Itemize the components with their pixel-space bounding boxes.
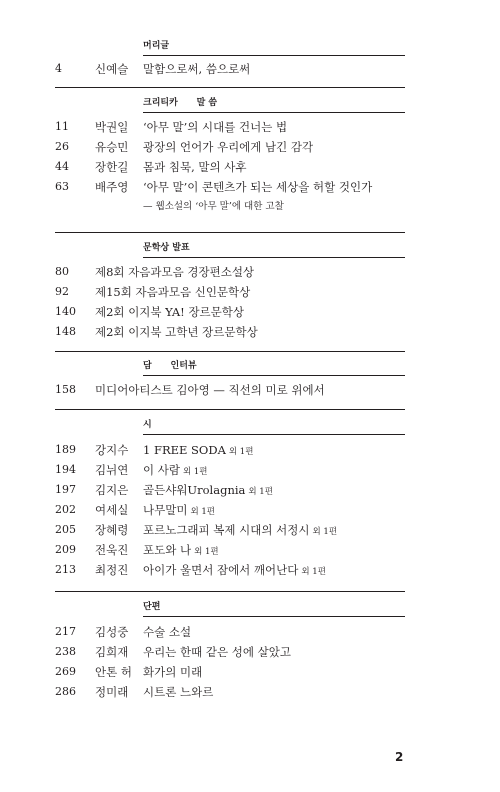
entry-page: 26: [55, 140, 69, 153]
entry-title: ‘아무 말’이 콘텐츠가 되는 세상을 허할 것인가: [143, 180, 373, 194]
entry-title: 제8회 자음과모음 경장편소설상: [95, 265, 255, 279]
entry-page: 140: [55, 305, 76, 318]
entry-title: 시트론 느와르: [143, 685, 214, 699]
entry-author: 김성중: [95, 625, 129, 639]
toc-entry[interactable]: [0, 622, 500, 642]
entry-author: 신예슬: [95, 62, 129, 76]
entry-author: 전욱진: [95, 543, 129, 557]
entry-page: 80: [55, 265, 69, 278]
entry-author: 안톤 허: [95, 665, 132, 679]
section-divider: [55, 351, 405, 352]
entry-page: 286: [55, 685, 76, 698]
toc-entry[interactable]: [0, 662, 500, 682]
section-heading-preface: 머리글: [143, 41, 405, 56]
entry-page: 269: [55, 665, 76, 678]
section-heading-short-fiction: 단편: [143, 602, 405, 617]
toc-entry[interactable]: [0, 59, 500, 79]
entry-page: 197: [55, 483, 76, 496]
entry-title: 제2회 이지북 고학년 장르문학상: [95, 325, 258, 339]
entry-author: 배주영: [95, 180, 129, 194]
entry-title: 아이가 울면서 잠에서 깨어난다: [143, 563, 299, 577]
toc-entry[interactable]: [0, 642, 500, 662]
section-divider: [55, 232, 405, 233]
entry-page: 238: [55, 645, 76, 658]
entry-author: 유승민: [95, 140, 129, 154]
entry-page: 148: [55, 325, 76, 338]
entry-author: 장혜령: [95, 523, 129, 537]
entry-title: 제15회 자음과모음 신인문학상: [95, 285, 251, 299]
entry-page: 44: [55, 160, 69, 173]
entry-note: 외 1편: [248, 487, 273, 497]
entry-title: 골든샤워Urolagnia: [143, 483, 246, 497]
toc-entry[interactable]: [0, 177, 500, 197]
section-divider: [55, 87, 405, 88]
entry-page: 213: [55, 563, 76, 576]
entry-author: 여세실: [95, 503, 129, 517]
section-heading-interview: 담 인터뷰: [143, 361, 405, 376]
toc-entry[interactable]: [0, 262, 500, 282]
entry-title: 수술 소설: [143, 625, 192, 639]
toc-entry[interactable]: [0, 157, 500, 177]
entry-page: 189: [55, 443, 76, 456]
toc-entry[interactable]: [0, 440, 500, 460]
entry-page: 202: [55, 503, 76, 516]
entry-page: 194: [55, 463, 76, 476]
entry-author: 장한길: [95, 160, 129, 174]
section-heading-literary-awards: 문학상 발표: [143, 243, 405, 258]
section-heading-critica: 크리티카 말 씀: [143, 98, 405, 113]
toc-entry[interactable]: [0, 322, 500, 342]
toc-entry[interactable]: [0, 560, 500, 580]
toc-entry[interactable]: [0, 540, 500, 560]
toc-entry[interactable]: [0, 137, 500, 157]
entry-author: 김희재: [95, 645, 129, 659]
entry-title: 화가의 미래: [143, 665, 203, 679]
entry-subtitle: — 웹소설의 ‘아무 말’에 대한 고찰: [143, 201, 284, 212]
entry-title: 이 사람: [143, 463, 180, 477]
entry-author: 박권일: [95, 120, 129, 134]
entry-page: 217: [55, 625, 76, 638]
entry-title: 우리는 한때 같은 성에 살았고: [143, 645, 291, 659]
entry-author: 김지은: [95, 483, 129, 497]
entry-note: 외 1편: [182, 467, 208, 477]
entry-note: 외 1편: [190, 507, 215, 517]
entry-note: 외 1편: [301, 567, 326, 577]
section-divider: [55, 409, 405, 410]
toc-entry[interactable]: [0, 500, 500, 520]
entry-page: 63: [55, 180, 69, 193]
toc-entry[interactable]: [0, 682, 500, 702]
entry-title: 말함으로써, 씀으로써: [143, 62, 251, 76]
entry-note: 외 1편: [228, 447, 254, 457]
entry-author: 강지수: [95, 443, 129, 457]
entry-title: 나무말미: [143, 503, 188, 517]
entry-page: 205: [55, 523, 76, 536]
toc-entry[interactable]: [0, 460, 500, 480]
entry-author: 최정진: [95, 563, 129, 577]
entry-title: 광장의 언어가 우리에게 남긴 감각: [143, 140, 314, 154]
toc-entry[interactable]: [0, 380, 500, 400]
entry-page: 158: [55, 383, 76, 396]
entry-page: 11: [55, 120, 69, 133]
toc-entry[interactable]: [0, 480, 500, 500]
toc-entry[interactable]: [0, 117, 500, 137]
entry-note: 외 1편: [194, 547, 219, 557]
entry-title: 포도와 나: [143, 543, 192, 557]
entry-author: 정미래: [95, 685, 129, 699]
toc-entry[interactable]: [0, 520, 500, 540]
page-number: 2: [395, 750, 404, 764]
entry-title: 미디어아티스트 김아영 — 직선의 미로 위에서: [95, 383, 325, 397]
entry-title: 제2회 이지북 YA! 장르문학상: [95, 305, 244, 319]
entry-title: ‘아무 말’의 시대를 건너는 법: [143, 120, 288, 134]
entry-title: 포르노그래피 복제 시대의 서정시: [143, 523, 310, 537]
entry-title: 1 FREE SODA: [143, 443, 226, 457]
entry-page: 4: [55, 62, 62, 75]
entry-title: 몸과 침묵, 말의 사후: [143, 160, 247, 174]
entry-page: 92: [55, 285, 69, 298]
section-divider: [55, 591, 405, 592]
entry-note: 외 1편: [312, 527, 338, 537]
entry-author: 김뉘연: [95, 463, 129, 477]
section-heading-poetry: 시: [143, 420, 405, 435]
toc-entry[interactable]: [0, 282, 500, 302]
entry-page: 209: [55, 543, 76, 556]
toc-entry[interactable]: [0, 302, 500, 322]
